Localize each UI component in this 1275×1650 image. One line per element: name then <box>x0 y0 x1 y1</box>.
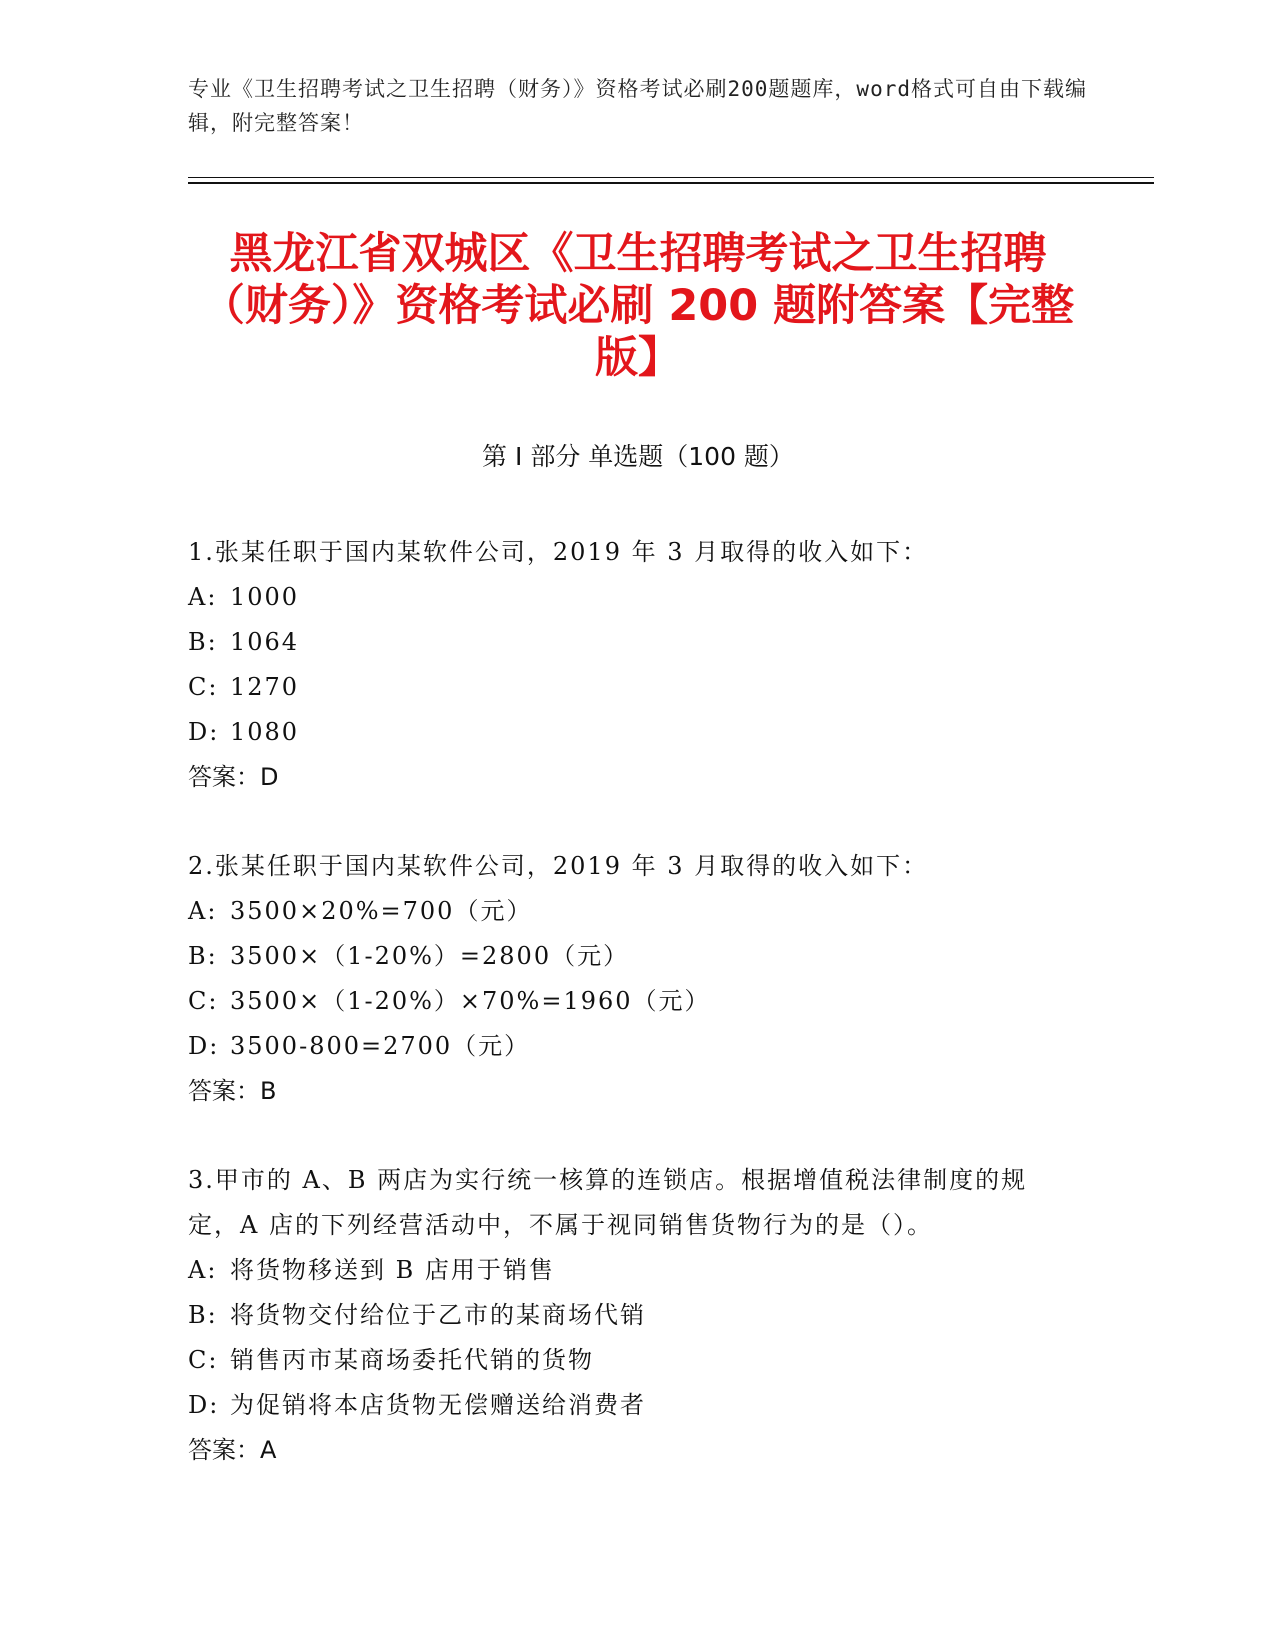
option-letter: D: <box>188 1032 220 1060</box>
question-stem: 3.甲市的 A、B 两店为实行统一核算的连锁店。根据增值税法律制度的规定，A 店的下列经营活动中，不属于视同销售货物行为的是（）。 <box>188 1166 1028 1239</box>
option-letter: C: <box>188 987 219 1015</box>
option-b <box>188 620 1068 665</box>
option-letter: B: <box>188 942 218 970</box>
question-stem: 1.张某任职于国内某软件公司，2019 年 3 月取得的收入如下： <box>188 538 929 566</box>
option-b <box>188 1293 1068 1338</box>
header-divider-thin <box>188 177 1154 178</box>
document-title: 黑龙江省双城区《卫生招聘考试之卫生招聘（财务）》资格考试必刷 200 题附答案【完整版】 <box>201 229 1075 383</box>
option-c <box>188 1338 1068 1383</box>
option-a <box>188 1248 1068 1293</box>
option-letter: C: <box>188 673 219 701</box>
option-text: 3500×20%=700（元） <box>230 897 533 925</box>
question-list <box>188 530 1068 1517</box>
answer-line: 答案：D <box>188 763 279 791</box>
option-c <box>188 979 1068 1024</box>
option-text: 销售丙市某商场委托代销的货物 <box>230 1346 594 1374</box>
option-text: 1064 <box>230 628 300 656</box>
header-divider-thick <box>188 182 1154 184</box>
header-note: 专业《卫生招聘考试之卫生招聘（财务）》资格考试必刷200题题库，word格式可自由下载编辑，附完整答案！ <box>188 77 1087 135</box>
option-letter: D: <box>188 718 220 746</box>
option-text: 为促销将本店货物无偿赠送给消费者 <box>230 1391 646 1419</box>
question-1 <box>188 530 1068 800</box>
option-d <box>188 1383 1068 1428</box>
option-text: 3500×（1-20%）×70%=1960（元） <box>230 987 711 1015</box>
option-letter: B: <box>188 628 218 656</box>
option-letter: A: <box>188 583 218 611</box>
option-a <box>188 889 1068 934</box>
option-text: 将货物移送到 B 店用于销售 <box>230 1256 555 1284</box>
option-a <box>188 575 1068 620</box>
option-letter: D: <box>188 1391 220 1419</box>
option-letter: C: <box>188 1346 219 1374</box>
option-text: 3500-800=2700（元） <box>230 1032 531 1060</box>
question-stem: 2.张某任职于国内某软件公司，2019 年 3 月取得的收入如下： <box>188 852 929 880</box>
section-title: 第 I 部分 单选题（100 题） <box>482 442 794 471</box>
option-c <box>188 665 1068 710</box>
option-text: 将货物交付给位于乙市的某商场代销 <box>230 1301 646 1329</box>
option-text: 3500×（1-20%）=2800（元） <box>230 942 630 970</box>
option-letter: A: <box>188 897 218 925</box>
option-text: 1000 <box>230 583 300 611</box>
option-d <box>188 1024 1068 1069</box>
answer-line: 答案：A <box>188 1436 277 1464</box>
question-2 <box>188 844 1068 1114</box>
option-text: 1080 <box>230 718 300 746</box>
option-letter: B: <box>188 1301 218 1329</box>
question-3 <box>188 1158 1068 1473</box>
option-letter: A: <box>188 1256 218 1284</box>
answer-line: 答案：B <box>188 1077 277 1105</box>
option-d <box>188 710 1068 755</box>
option-text: 1270 <box>230 673 300 701</box>
option-b <box>188 934 1068 979</box>
